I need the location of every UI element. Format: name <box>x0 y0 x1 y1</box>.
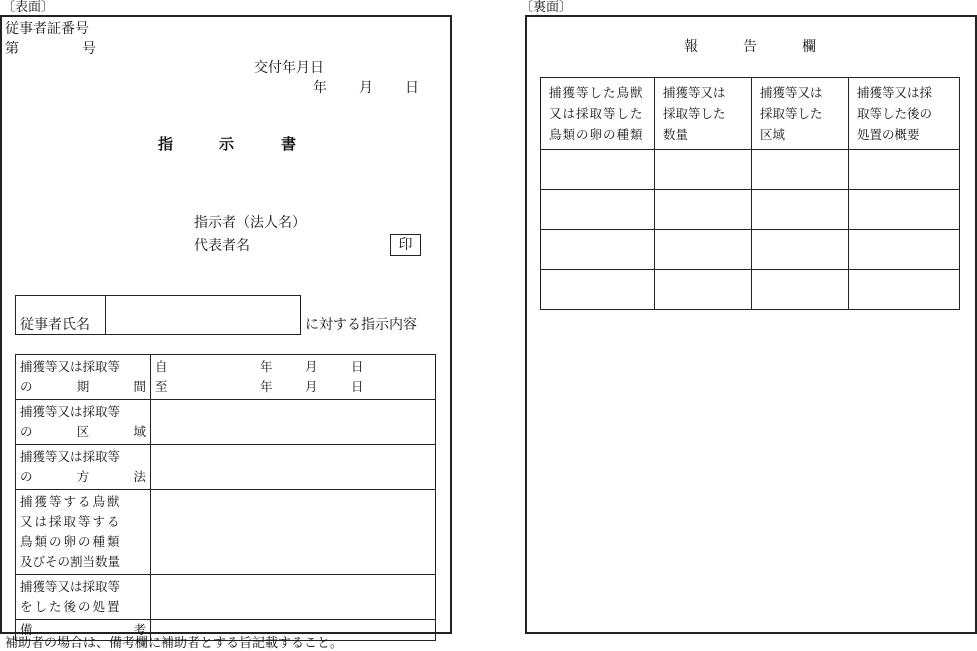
label-line: 捕獲等又は採取等 <box>20 579 121 594</box>
label-char: の <box>20 379 33 394</box>
front-side-label: 〔表面〕 <box>2 0 55 15</box>
area-field[interactable] <box>151 400 436 445</box>
label-char: の <box>20 469 33 484</box>
report-table <box>540 77 960 310</box>
table-row <box>16 445 436 490</box>
species-field[interactable] <box>151 490 436 575</box>
header-line: 捕獲等した鳥獣 <box>549 85 644 100</box>
report-header-quantity <box>655 78 752 150</box>
label-line: 捕獲等又は採取等 <box>20 359 121 374</box>
label-line <box>20 377 146 397</box>
label-line: をした後の処置 <box>20 599 122 614</box>
report-cell[interactable] <box>655 190 752 230</box>
label-char: の <box>20 424 33 439</box>
table-row <box>541 230 960 270</box>
label-line: 捕獲等又は採取等 <box>20 449 121 464</box>
report-cell[interactable] <box>849 190 960 230</box>
table-row <box>541 190 960 230</box>
disposal-label <box>16 575 151 620</box>
header-line: 取等した後の <box>857 106 933 121</box>
label-line: 捕獲等又は採取等 <box>20 404 121 419</box>
report-header-species <box>541 78 655 150</box>
report-title-char: 告 <box>743 39 757 55</box>
period-from-year: 年 <box>260 359 273 374</box>
area-label <box>16 400 151 445</box>
disposal-field[interactable] <box>151 575 436 620</box>
header-line: 鳥類の卵の種類 <box>549 127 644 142</box>
label-char: 考 <box>133 622 146 637</box>
issue-date-label: 交付年月日 <box>254 60 324 76</box>
label-char: 間 <box>133 379 146 394</box>
title-char: 書 <box>281 135 297 153</box>
report-cell[interactable] <box>541 150 655 190</box>
title-char: 示 <box>219 135 235 153</box>
cert-number-go: 号 <box>82 41 96 57</box>
report-header-row <box>541 78 960 150</box>
table-row <box>16 400 436 445</box>
header-line: 採取等した <box>663 106 726 121</box>
issue-date-year: 年 <box>313 80 327 96</box>
label-line: 捕獲等する鳥獣 <box>20 494 122 509</box>
period-field[interactable] <box>151 355 436 400</box>
label-line <box>20 467 146 487</box>
report-header-disposal <box>849 78 960 150</box>
header-line: 処置の概要 <box>857 127 920 142</box>
species-label <box>16 490 151 575</box>
header-line: 捕獲等又は <box>663 85 726 100</box>
header-line: 採取等した <box>760 106 823 121</box>
table-row <box>16 490 436 575</box>
table-row <box>16 575 436 620</box>
worker-name-field[interactable] <box>105 295 301 335</box>
period-to-label: 至 <box>155 379 168 394</box>
report-cell[interactable] <box>655 270 752 310</box>
table-row <box>16 355 436 400</box>
report-title-char: 報 <box>684 39 698 55</box>
period-from-month: 月 <box>305 359 318 374</box>
table-row <box>541 270 960 310</box>
label-char: 域 <box>133 424 146 439</box>
table-row <box>541 150 960 190</box>
label-char: 備 <box>20 622 33 637</box>
seal-box[interactable]: 印 <box>390 234 421 256</box>
representative-label: 代表者名 <box>194 238 250 254</box>
cert-number-dai: 第 <box>5 41 19 57</box>
report-header-area <box>752 78 849 150</box>
report-cell[interactable] <box>541 230 655 270</box>
period-label <box>16 355 151 400</box>
report-cell[interactable] <box>752 150 849 190</box>
issuer-label: 指示者（法人名） <box>194 215 306 231</box>
header-line: 捕獲等又は <box>760 85 823 100</box>
report-cell[interactable] <box>655 150 752 190</box>
worker-name-box <box>15 295 301 335</box>
cert-number-label: 従事者証番号 <box>5 21 89 37</box>
instruction-suffix: に対する指示内容 <box>305 317 417 333</box>
header-line: 区域 <box>760 127 786 142</box>
issue-date-month: 月 <box>359 80 373 96</box>
label-char: 法 <box>133 469 146 484</box>
header-line: 数量 <box>663 127 689 142</box>
label-line <box>20 422 146 442</box>
back-side-label: 〔裏面〕 <box>520 0 573 15</box>
report-title-char: 欄 <box>802 39 816 55</box>
label-char: 区 <box>76 424 90 439</box>
period-from-label: 自 <box>155 359 168 374</box>
period-to-day: 日 <box>351 379 364 394</box>
label-line: 又は採取等する <box>20 514 122 529</box>
header-line: 捕獲等又は採 <box>857 85 933 100</box>
report-cell[interactable] <box>849 230 960 270</box>
title-char: 指 <box>158 135 174 153</box>
instructions-table <box>15 354 436 641</box>
label-char: 方 <box>76 469 90 484</box>
period-to-year: 年 <box>260 379 273 394</box>
report-cell[interactable] <box>541 190 655 230</box>
period-from-day: 日 <box>351 359 364 374</box>
label-line: 鳥類の卵の種類 <box>20 534 122 549</box>
method-field[interactable] <box>151 445 436 490</box>
report-cell[interactable] <box>655 230 752 270</box>
method-label <box>16 445 151 490</box>
report-cell[interactable] <box>849 150 960 190</box>
report-cell[interactable] <box>541 270 655 310</box>
issue-date-day: 日 <box>405 80 419 96</box>
report-cell[interactable] <box>752 270 849 310</box>
report-cell[interactable] <box>752 190 849 230</box>
label-char: 期 <box>76 379 90 394</box>
report-cell[interactable] <box>849 270 960 310</box>
period-to-month: 月 <box>305 379 318 394</box>
header-line: 又は採取等した <box>549 106 644 121</box>
report-cell[interactable] <box>752 230 849 270</box>
worker-name-label: 従事者氏名 <box>20 317 90 333</box>
footnote: 補助者の場合は、備考欄に補助者とする旨記載すること。 <box>5 636 344 651</box>
label-line: 及びその割当数量 <box>20 554 121 569</box>
